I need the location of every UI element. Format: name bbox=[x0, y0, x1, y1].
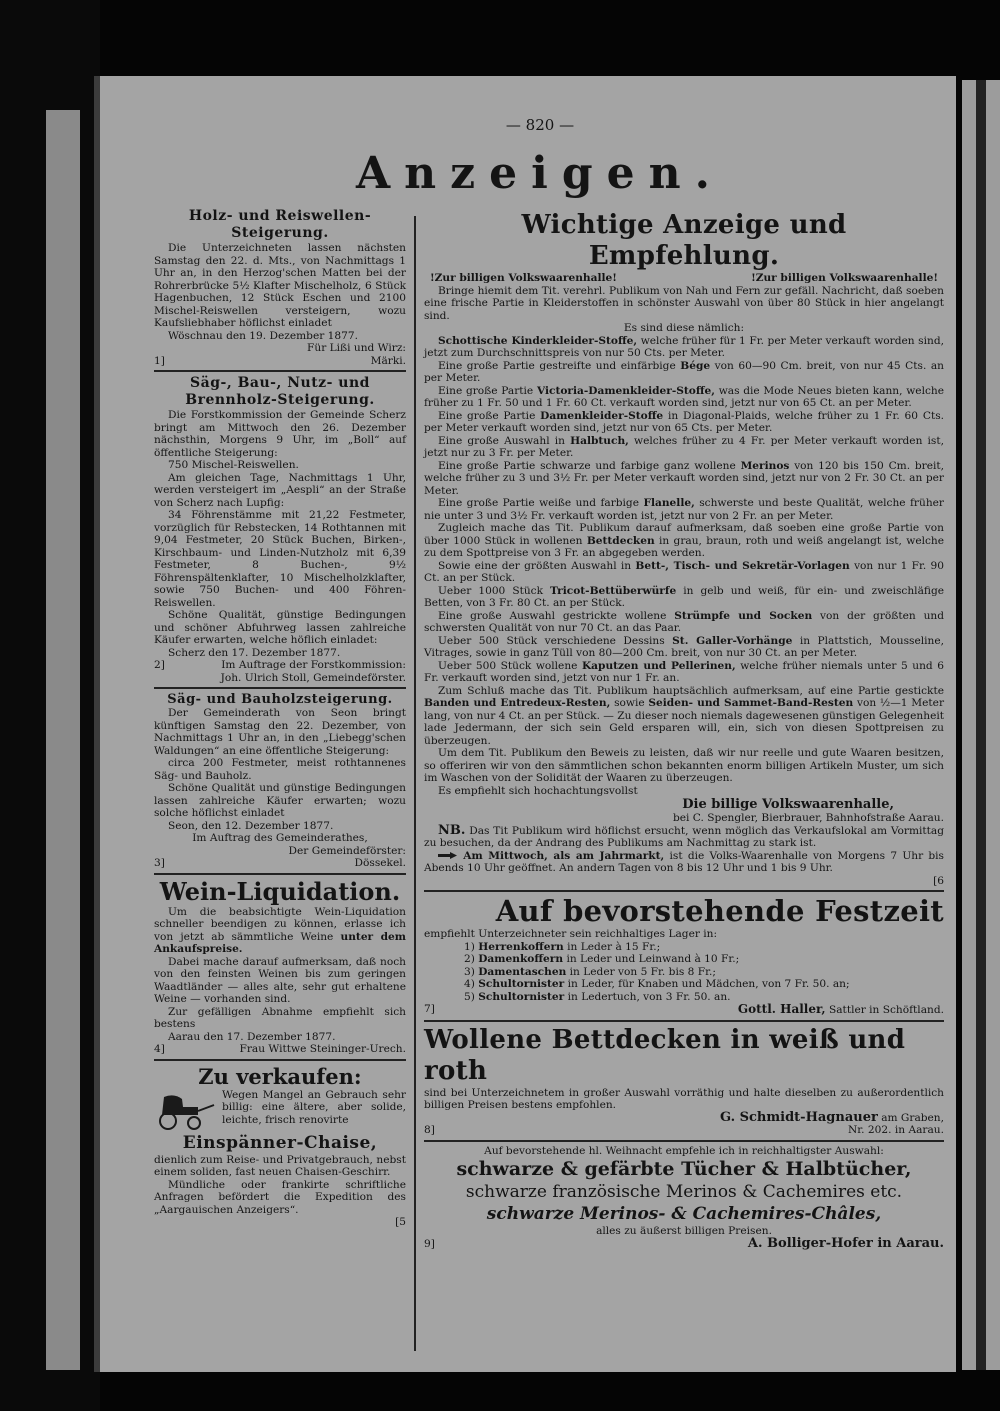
ad-separator bbox=[154, 370, 406, 372]
ad-place-date: Wöschnau den 19. Dezember 1877. bbox=[168, 329, 358, 342]
product-name: Schultornister bbox=[478, 990, 565, 1003]
ad-line: alles zu äußerst billigen Preisen. bbox=[596, 1225, 772, 1237]
ad-festzeit-koffern bbox=[424, 895, 944, 1017]
ad-signer-detail: am Graben, bbox=[881, 1111, 944, 1124]
ad-bauholz-seon bbox=[154, 692, 406, 870]
product-desc: Ueber 500 Stück verschiedene Dessins bbox=[438, 634, 665, 647]
ad-signer-line: Im Auftrag des Gemeinderathes, bbox=[192, 832, 368, 844]
ad-separator bbox=[154, 873, 406, 875]
product-desc: welche früher für 1 Fr. per Meter verkauft worden sind, jetzt zum Durchschnittspreis von nur 50 Cts. per Meter. bbox=[424, 334, 944, 359]
ad-number: 9] bbox=[424, 1237, 435, 1250]
ad-signer-line: Für Lißi und Wirz: bbox=[307, 342, 406, 354]
ad-body: Es empfiehlt sich hochachtungsvollst bbox=[438, 784, 638, 797]
ad-signer: Gottl. Haller, bbox=[737, 1002, 826, 1016]
ad-wollene-bettdecken bbox=[424, 1025, 944, 1137]
product-desc: von nur 1 Fr. 90 Ct. an per Stück. bbox=[424, 559, 945, 584]
ad-signer-line: Der Gemeindeförster: bbox=[288, 844, 406, 857]
ad-body: Es sind diese nämlich: bbox=[623, 322, 745, 334]
ad-body: Zur gefälligen Abnahme empfiehlt sich bestens bbox=[154, 1005, 406, 1030]
product-name: Halbtuch, bbox=[570, 434, 629, 447]
product-desc: in Leder à 15 Fr.; bbox=[567, 940, 661, 953]
carriage-illustration bbox=[154, 1091, 216, 1131]
ad-title: Wein-Liquidation. bbox=[159, 876, 401, 906]
ad-number: [5 bbox=[395, 1216, 406, 1228]
product-name: Schottische Kinderkleider-Stoffe, bbox=[438, 334, 638, 347]
ad-holz-reiswellen bbox=[154, 208, 406, 367]
product-desc: Ueber 500 Stück wollene bbox=[438, 659, 578, 672]
column-divider bbox=[414, 216, 416, 1351]
product-name: Kaputzen und Pellerinen, bbox=[581, 659, 736, 672]
product-name: Damentaschen bbox=[478, 965, 567, 978]
list-item bbox=[424, 941, 944, 954]
product-name: Strümpfe und Socken bbox=[674, 609, 813, 622]
ad-place-date: Seon, den 12. Dezember 1877. bbox=[168, 819, 334, 832]
adjacent-page-right bbox=[962, 80, 1000, 1370]
ad-signer-detail: Sattler in Schöftland. bbox=[828, 1004, 944, 1016]
product-name: Merinos bbox=[740, 459, 790, 472]
adjacent-page-edge bbox=[46, 110, 80, 1370]
product-desc: was die Mode Neues bieten kann, welche früher zu 1 Fr. 50 und 1 Fr. 60 Ct. verkauft worden sind, jetzt nur von 65 Ct. an per Meter. bbox=[424, 384, 944, 409]
list-item bbox=[424, 966, 944, 979]
ad-signer: Joh. Ulrich Stoll, Gemeindeförster. bbox=[220, 671, 406, 684]
masthead-title: Anzeigen. bbox=[356, 148, 724, 199]
product-desc: in Leder und Leinwand à 10 Fr.; bbox=[566, 953, 740, 965]
product-desc: welches früher zu 4 Fr. per Meter verkauft worden ist, jetzt nur zu 3 Fr. per Meter. bbox=[424, 434, 944, 459]
ad-body: empfiehlt Unterzeichneter sein reichhaltiges Lager in: bbox=[424, 928, 718, 940]
list-number: 3) bbox=[464, 965, 475, 978]
product-desc: sowie bbox=[614, 697, 645, 709]
ad-firm: Die billige Volkswaarenhalle, bbox=[682, 797, 894, 812]
ad-body: Um die beabsichtigte Wein-Liquidation schneller beendigen zu können, erlasse ich von jetzt ab sämmtliche Weine bbox=[154, 905, 406, 943]
ad-signer: A. Bolliger-Hofer in Aarau. bbox=[747, 1235, 944, 1251]
ad-body: Bringe hiemit dem Tit. verehrl. Publikum von Nah und Fern zur gefäll. Nachricht, daß soeben eine frische Partie in Kleiderstoffen in schönster Auswahl von über 80 Stück in hier angelangt sind. bbox=[424, 284, 944, 322]
ad-item: circa 200 Festmeter, meist rothtannenes Säg- und Bauholz. bbox=[154, 757, 406, 782]
product-desc: Eine große Partie gestreifte und einfärbige bbox=[438, 359, 676, 372]
product-desc: in Leder von 5 Fr. bis 8 Fr.; bbox=[569, 965, 716, 978]
list-number: 2) bbox=[464, 953, 475, 965]
product-desc: Sowie eine der größten Auswahl in bbox=[438, 559, 632, 572]
ad-number: 1] bbox=[154, 354, 165, 367]
product-desc: in Leder, für Knaben und Mädchen, von 7 Fr. 50. an; bbox=[567, 978, 850, 990]
product-desc: Eine große Partie weiße und farbige bbox=[438, 497, 639, 509]
ad-line: schwarze französische Merinos & Cachemires etc. bbox=[465, 1182, 903, 1202]
ad-place-date: Aarau den 17. Dezember 1877. bbox=[168, 1030, 336, 1043]
ad-signer: Märki. bbox=[370, 354, 406, 367]
product-desc: in gelb und weiß, für ein- und zweischläfige Betten, von 3 Fr. 80 Ct. an per Stück. bbox=[424, 584, 945, 609]
ad-body: Schöne Qualität, günstige Bedingungen und schöner Abfuhrweg lassen zahlreiche Käufer erwarten, welche höflich einladet: bbox=[154, 609, 406, 646]
left-column bbox=[154, 208, 406, 1229]
ad-title: Wichtige Anzeige und Empfehlung. bbox=[521, 210, 847, 271]
ad-highlight: unter dem Ankaufspreise. bbox=[154, 930, 406, 955]
ad-signer: Frau Wittwe Steininger-Urech. bbox=[239, 1043, 406, 1055]
product-name: Damenkleider-Stoffe bbox=[540, 409, 664, 422]
ad-title: Säg-, Bau-, Nutz- und Brennholz-Steigerung. bbox=[185, 375, 375, 408]
product-name: Bége bbox=[680, 359, 711, 372]
list-item bbox=[424, 953, 944, 966]
product-desc: Eine große Partie bbox=[438, 384, 534, 397]
list-item bbox=[424, 978, 944, 991]
ad-body: dienlich zum Reise- und Privatgebrauch, nebst einem soliden, fast neuen Chaisen-Geschirr. bbox=[154, 1153, 406, 1178]
product-name: Banden und Entredeux-Resten, bbox=[424, 697, 611, 709]
ad-body: Schöne Qualität und günstige Bedingungen lassen zahlreiche Käufer erwarten; wozu solche höflichst einladet bbox=[154, 782, 406, 819]
product-desc: von 120 bis 150 Cm. breit, welche früher zu 3 und 3½ Fr. per Meter verkauft worden sind, jetzt nur von 2 Fr. 30 Ct. an per Meter. bbox=[424, 459, 945, 497]
product-name: Damenkoffern bbox=[478, 953, 564, 965]
ad-number: 2] bbox=[154, 659, 165, 671]
product-desc: Ueber 1000 Stück bbox=[438, 584, 544, 597]
product-name: Victoria-Damenkleider-Stoffe, bbox=[536, 384, 715, 397]
ad-body: Die Unterzeichneten lassen nächsten Samstag den 22. d. Mts., von Nachmittags 1 Uhr an, in den Herzog'schen Matten bei der Rohrerbrücke 5½ Klafter Mischelholz, 6 Stück Hagenbuchen, 12 Stück Eschen und 2100 Mischel-Reiswellen versteigern, wozu Kaufsliebhaber höflichst einladet bbox=[154, 242, 406, 329]
ad-place-date: Scherz den 17. Dezember 1877. bbox=[168, 646, 341, 659]
ad-number: 3] bbox=[154, 857, 165, 869]
product-name: Herrenkoffern bbox=[478, 940, 564, 953]
list-number: 1) bbox=[464, 940, 475, 953]
product-desc: von der größten und schwersten Qualität von nur 70 Ct. an das Paar. bbox=[424, 609, 944, 634]
ad-separator bbox=[424, 1020, 944, 1022]
ad-subtitle: !Zur billigen Volkswaarenhalle! bbox=[430, 272, 617, 284]
ad-number: 7] bbox=[424, 1003, 435, 1015]
right-column bbox=[424, 210, 944, 1250]
product-desc: Zum Schluß mache das Tit. Publikum hauptsächlich aufmerksam, auf eine Partie gestickte bbox=[438, 684, 944, 697]
ad-item: 750 Mischel-Reiswellen. bbox=[168, 459, 299, 471]
product-desc: in grau, braun, roth und weiß angelangt ist, welche zu dem Spottpreise von 3 Fr. an abgegeben werden. bbox=[424, 534, 944, 559]
list-number: 4) bbox=[464, 978, 475, 990]
ad-body: Der Gemeinderath von Seon bringt künftigen Samstag den 22. Dezember, von Nachmittags 1 Uhr an, in den „Liebegg'schen Waldungen“ an eine öffentliche Steigerung: bbox=[154, 707, 406, 757]
pointing-hand-icon bbox=[438, 851, 458, 860]
ad-weihnacht-tuecher bbox=[424, 1145, 944, 1251]
list-item bbox=[424, 991, 944, 1004]
ad-subtitle: !Zur billigen Volkswaarenhalle! bbox=[751, 272, 938, 284]
ad-body: Dabei mache darauf aufmerksam, daß noch von den feinsten Weinen bis zum geringen Waadtländer — alles alte, sehr gut erhaltene Weine — vorhanden sind. bbox=[154, 955, 406, 1005]
product-name: Bett-, Tisch- und Sekretär-Vorlagen bbox=[635, 559, 850, 572]
ad-body: Auf bevorstehende hl. Weihnacht empfehle ich in reichhaltigster Auswahl: bbox=[484, 1144, 884, 1157]
ad-body: Am gleichen Tage, Nachmittags 1 Uhr, werden versteigert im „Aespli“ an der Straße von Scherz nach Lupfig: bbox=[154, 471, 406, 509]
ad-address: Nr. 202. in Aarau. bbox=[848, 1124, 944, 1136]
product-desc: von ½—1 Meter lang, von nur 4 Ct. an per Stück. — Zu dieser noch niemals dagewesenen günstigen Gelegenheit lade Jedermann, der sich sein Geld ersparen will, ein, sich von diesen Spottpreisen zu überzeugen. bbox=[424, 697, 945, 747]
newspaper-page bbox=[94, 76, 956, 1372]
ad-line: schwarze Merinos- & Cachemires-Châles, bbox=[486, 1204, 882, 1224]
product-desc: in Plattstich, Mousseline, Vitrages, sowie in ganz Tüll von 80—200 Cm. breit, von nur 30 Ct. an per Meter. bbox=[424, 634, 944, 659]
product-desc: Eine große Auswahl gestrickte wollene bbox=[438, 609, 667, 622]
ad-body: Das Tit Publikum wird höflichst ersucht, wenn möglich das Verkaufslokal am Vormittag zu besuchen, da der Andrang des Publikums am Nachmittag zu stark ist. bbox=[424, 824, 944, 849]
nb-marker: NB. bbox=[438, 822, 466, 838]
ad-item: 34 Föhrenstämme mit 21,22 Festmeter, vorzüglich für Rebstecken, 14 Rothtannen mit 9,04 Festmeter, 20 Stück Buchen, Birken-, Kirschbaum- und Linden-Nutzholz mit 6,39 Festmeter, 8 Buchen-, 9½ Föhrenspältenklafter, 10 Mischelholzklafter, sowie 750 Buchen- und 400 Föhren-Reiswellen. bbox=[154, 509, 406, 609]
ad-highlight: Einspänner-Chaise, bbox=[182, 1132, 378, 1153]
ad-signer: G. Schmidt-Hagnauer bbox=[719, 1109, 878, 1125]
product-name: Tricot-Bettüberwürfe bbox=[550, 584, 677, 597]
ad-firm-address: bei C. Spengler, Bierbrauer, Bahnhofstraße Aarau. bbox=[672, 812, 944, 824]
ad-zu-verkaufen bbox=[154, 1064, 406, 1229]
ad-number: [6 bbox=[933, 874, 944, 887]
ad-holz-steigerung-scherz bbox=[154, 375, 406, 684]
product-name: Bettdecken bbox=[586, 534, 655, 547]
ad-body: sind bei Unterzeichnetem in großer Auswahl vorräthig und halte dieselben zu außerordentlich billigen Preisen bestens empfohlen. bbox=[424, 1086, 944, 1111]
ad-body: ist die Volks-Waarenhalle von Morgens 7 Uhr bis Abends 10 Uhr geöffnet. An andern Tagen von 8 bis 12 Uhr und 1 bis 9 Uhr. bbox=[424, 849, 944, 874]
ad-title: Zu verkaufen: bbox=[198, 1063, 362, 1089]
product-desc: in Ledertuch, von 3 Fr. 50. an. bbox=[567, 990, 731, 1003]
ad-separator bbox=[154, 687, 406, 689]
ad-volkswaarenhalle bbox=[424, 210, 944, 887]
ad-signer: Dössekel. bbox=[354, 857, 406, 869]
ad-body: Die Forstkommission der Gemeinde Scherz bringt am Mittwoch den 26. Dezember nächsthin, Morgens 9 Uhr, im „Boll“ auf öffentliche Steigerung: bbox=[154, 409, 406, 459]
ad-title: Säg- und Bauholzsteigerung. bbox=[167, 692, 393, 707]
product-desc: welche früher niemals unter 5 und 6 Fr. verkauft worden sind, jetzt von nur 1 Fr. an. bbox=[424, 659, 944, 684]
ad-highlight: Am Mittwoch, als am Jahrmarkt, bbox=[463, 849, 665, 862]
ad-number: 4] bbox=[154, 1043, 165, 1055]
list-number: 5) bbox=[464, 990, 475, 1003]
product-desc: in Diagonal-Plaids, welche früher zu 1 Fr. 60 Cts. per Meter verkauft worden sind, jetzt nur von 65 Cts. per Meter. bbox=[424, 409, 945, 434]
product-desc: Eine große Partie schwarze und farbige ganz wollene bbox=[438, 459, 736, 472]
product-name: Seiden- und Sammet-Band-Resten bbox=[648, 697, 854, 709]
ad-separator bbox=[154, 1059, 406, 1061]
ad-body: Wegen Mangel an Gebrauch sehr billig: eine ältere, aber solide, leichte, frisch renovirte bbox=[222, 1088, 406, 1126]
ad-separator bbox=[424, 1140, 944, 1142]
ad-body: Mündliche oder frankirte schriftliche Anfragen befördert die Expedition des „Aargauischen Anzeigers“. bbox=[154, 1178, 406, 1216]
product-desc: schwerste und beste Qualität, welche früher nie unter 3 und 3½ Fr. verkauft worden ist, jetzt nur von 2 Fr. an per Meter. bbox=[424, 497, 944, 522]
ad-title: Holz- und Reiswellen-Steigerung. bbox=[188, 208, 372, 241]
product-desc: Eine große Auswahl in bbox=[438, 434, 565, 447]
ad-line: schwarze & gefärbte Tücher & Halbtücher, bbox=[456, 1158, 912, 1180]
ad-wein-liquidation bbox=[154, 878, 406, 1056]
product-name: St. Galler-Vorhänge bbox=[672, 634, 793, 647]
ad-separator bbox=[424, 890, 944, 892]
product-desc: von 60—90 Cm. breit, von nur 45 Cts. an per Meter. bbox=[424, 359, 944, 384]
product-name: Flanelle, bbox=[643, 497, 695, 509]
product-name: Schultornister bbox=[478, 978, 565, 990]
product-desc: Zugleich mache das Tit. Publikum darauf aufmerksam, daß soeben eine große Partie von über 1000 Stück in wollenen bbox=[424, 522, 944, 547]
product-list bbox=[424, 941, 944, 1004]
ad-title: Auf bevorstehende Festzeit bbox=[495, 894, 944, 928]
ad-title: Wollene Bettdecken in weiß und roth bbox=[424, 1024, 906, 1086]
ad-signer-line: Im Auftrage der Forstkommission: bbox=[221, 659, 406, 671]
ad-number: 8] bbox=[424, 1124, 435, 1136]
ad-body: Um dem Tit. Publikum den Beweis zu leisten, daß wir nur reelle und gute Waaren besitzen, so offeriren wir von den sämmtlichen schon bekannten enorm billigen Artikeln Muster, um sich im Waschen von der Solidität der Waaren zu überzeugen. bbox=[424, 747, 944, 784]
page-number: — 820 — bbox=[505, 116, 575, 134]
product-desc: Eine große Partie bbox=[438, 409, 536, 422]
